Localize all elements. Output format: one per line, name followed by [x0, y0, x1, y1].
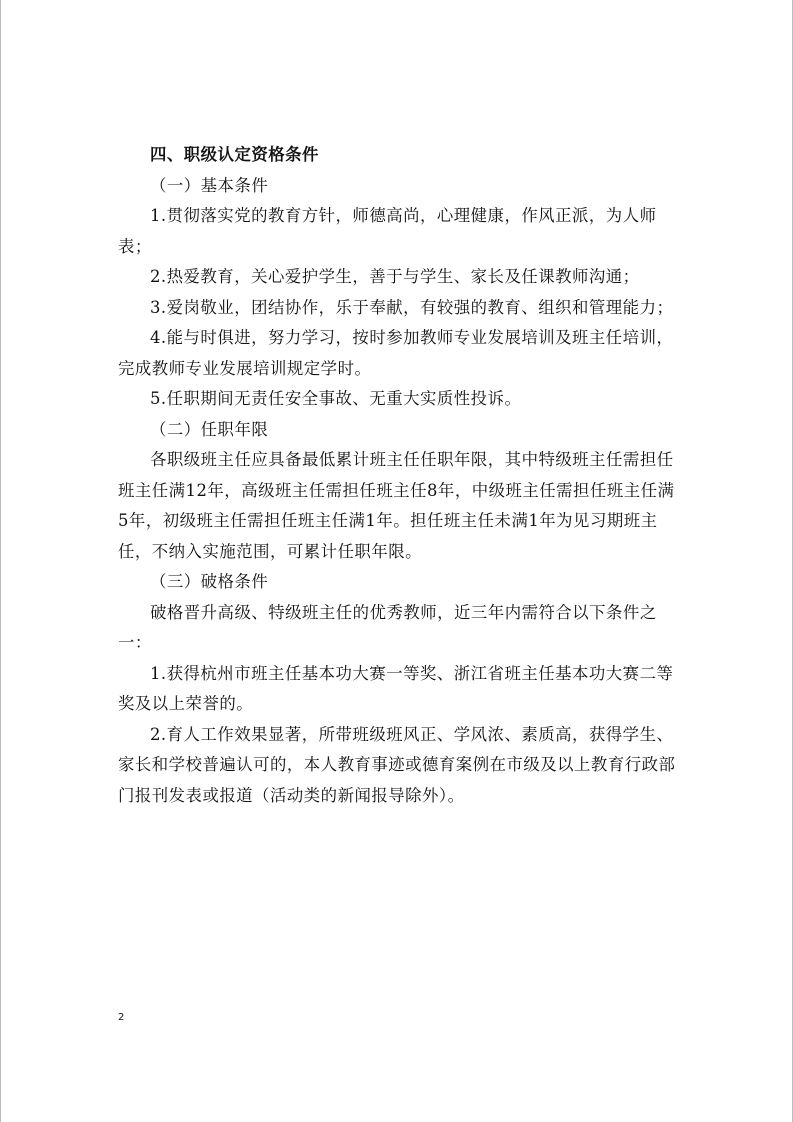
section-heading: 四、职级认定资格条件	[150, 145, 319, 164]
subsection-title-tenure: （二）任职年限	[150, 419, 269, 439]
basic-condition-item: 3.爱岗敬业，团结协作，乐于奉献，有较强的教育、组织和管理能力；	[150, 297, 674, 317]
basic-condition-item: 5.任职期间无责任安全事故、无重大实质性投诉。	[150, 389, 522, 408]
page-number: 2	[118, 1012, 125, 1023]
exception-condition-item: 2.育人工作效果显著，所带班级班风正、学风浓、素质高，获得学生、家长和学校普遍认可的，本人教育事迹或德育案例在市级及以上教育行政部门报刊发表或报道（活动类的新闻报导除外）。	[118, 724, 676, 805]
subsection-title-exception: （三）破格条件	[150, 572, 269, 591]
basic-condition-item: 4.能与时俱进，努力学习，按时参加教师专业发展培训及班主任培训，完成教师专业发展培训规定学时。	[118, 328, 674, 378]
document-body	[118, 140, 678, 811]
basic-condition-item: 1.贯彻落实党的教育方针，师德高尚，心理健康，作风正派，为人师表；	[118, 206, 657, 256]
exception-condition-item: 1.获得杭州市班主任基本功大赛一等奖、浙江省班主任基本功大赛二等奖及以上荣誉的。	[118, 663, 674, 713]
page-border-left	[0, 0, 1, 1122]
tenure-paragraph: 各职级班主任应具备最低累计班主任任职年限，其中特级班主任需担任班主任满12年，高级班主任需担任班主任8年，中级班主任需担任班主任满5年，初级班主任需担任班主任满1年。担任班主任未满1年为见习期班主任，不纳入实施范围，可累计任职年限。	[118, 450, 675, 561]
exception-intro: 破格晋升高级、特级班主任的优秀教师，近三年内需符合以下条件之一：	[118, 602, 657, 652]
basic-condition-item: 2.热爱教育，关心爱护学生，善于与学生、家长及任课教师沟通；	[150, 267, 640, 286]
subsection-title-basic: （一）基本条件	[150, 175, 269, 195]
